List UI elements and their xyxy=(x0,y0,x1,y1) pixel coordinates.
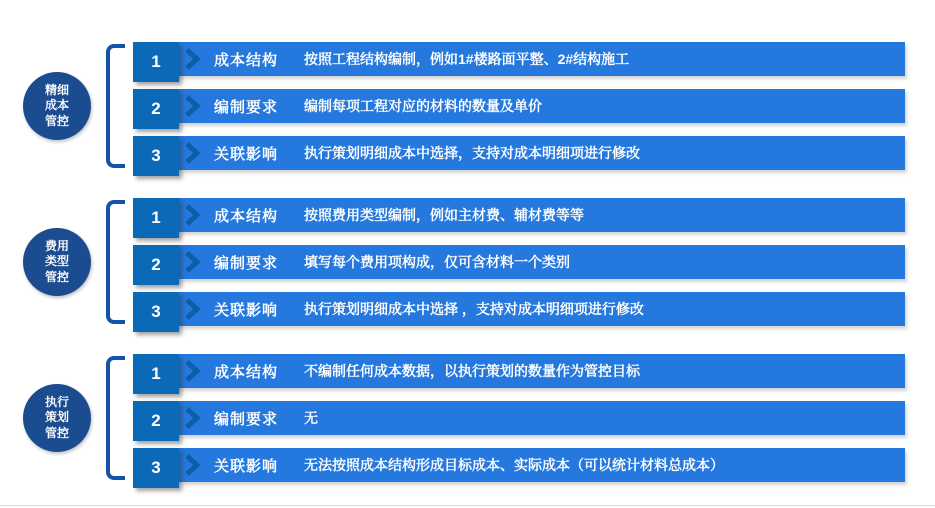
step-number-badge: 1 xyxy=(133,198,179,238)
step-description: 填写每个费用项构成，仅可含材料一个类别 xyxy=(304,254,570,270)
circle-label-line: 管控 xyxy=(44,425,69,440)
chevron-right-icon xyxy=(184,454,200,476)
step-label: 关联影响 xyxy=(214,457,279,475)
group-circle-badge xyxy=(23,72,91,140)
step-label: 成本结构 xyxy=(214,51,279,69)
step-bar xyxy=(133,136,905,170)
step-number-badge: 3 xyxy=(133,136,179,176)
step-number-badge: 3 xyxy=(133,448,179,488)
group-bracket xyxy=(106,200,125,324)
step-bar xyxy=(133,42,905,76)
step-description: 无法按照成本结构形成目标成本、实际成本（可以统计材料总成本） xyxy=(304,457,724,473)
group-circle-badge xyxy=(23,384,91,452)
groups-container xyxy=(0,42,935,508)
step-rows xyxy=(133,354,905,482)
step-label: 编制要求 xyxy=(214,410,279,428)
chevron-right-icon xyxy=(184,407,200,429)
step-label: 关联影响 xyxy=(214,145,279,163)
step-bar xyxy=(133,292,905,326)
step-description: 按照工程结构编制，例如1#楼路面平整、2#结构施工 xyxy=(304,51,630,67)
group-circle-badge xyxy=(23,228,91,296)
step-description: 按照费用类型编制，例如主材费、辅材费等等 xyxy=(304,207,584,223)
group-bracket xyxy=(106,44,125,168)
step-number-badge: 3 xyxy=(133,292,179,332)
step-bar xyxy=(133,89,905,123)
page-bottom-divider xyxy=(0,505,935,506)
circle-label-line: 管控 xyxy=(44,269,69,284)
chevron-right-icon xyxy=(184,204,200,226)
step-rows xyxy=(133,198,905,326)
step-label: 编制要求 xyxy=(214,254,279,272)
chevron-right-icon xyxy=(184,95,200,117)
step-label: 关联影响 xyxy=(214,301,279,319)
step-label: 编制要求 xyxy=(214,98,279,116)
step-rows xyxy=(133,42,905,170)
chevron-right-icon xyxy=(184,360,200,382)
step-number-badge: 1 xyxy=(133,354,179,394)
step-bar xyxy=(133,448,905,482)
step-description: 不编制任何成本数据，以执行策划的数量作为管控目标 xyxy=(304,363,640,379)
group-fine-cost-control xyxy=(0,42,935,170)
chevron-right-icon xyxy=(184,142,200,164)
step-number-badge: 2 xyxy=(133,89,179,129)
step-description: 执行策划明细成本中选择，支持对成本明细项进行修改 xyxy=(304,145,640,161)
circle-label-line: 策划 xyxy=(44,410,69,425)
step-number-badge: 1 xyxy=(133,42,179,82)
group-expense-type-control xyxy=(0,198,935,326)
step-number-badge: 2 xyxy=(133,401,179,441)
step-label: 成本结构 xyxy=(214,363,279,381)
step-bar xyxy=(133,354,905,388)
group-execution-plan-control xyxy=(0,354,935,482)
circle-label-line: 精细 xyxy=(44,82,69,97)
step-description: 编制每项工程对应的材料的数量及单价 xyxy=(304,98,542,114)
step-bar xyxy=(133,401,905,435)
circle-label-line: 费用 xyxy=(44,238,69,253)
chevron-right-icon xyxy=(184,298,200,320)
circle-label-line: 成本 xyxy=(44,98,69,113)
step-label: 成本结构 xyxy=(214,207,279,225)
chevron-right-icon xyxy=(184,251,200,273)
step-bar xyxy=(133,245,905,279)
circle-label-line: 类型 xyxy=(44,254,69,269)
circle-label-line: 执行 xyxy=(44,394,69,409)
circle-label-line: 管控 xyxy=(44,113,69,128)
step-number-badge: 2 xyxy=(133,245,179,285)
chevron-right-icon xyxy=(184,48,200,70)
group-bracket xyxy=(106,356,125,480)
step-description: 无 xyxy=(304,410,318,426)
step-bar xyxy=(133,198,905,232)
step-description: 执行策划明细成本中选择 ，支持对成本明细项进行修改 xyxy=(304,301,644,317)
